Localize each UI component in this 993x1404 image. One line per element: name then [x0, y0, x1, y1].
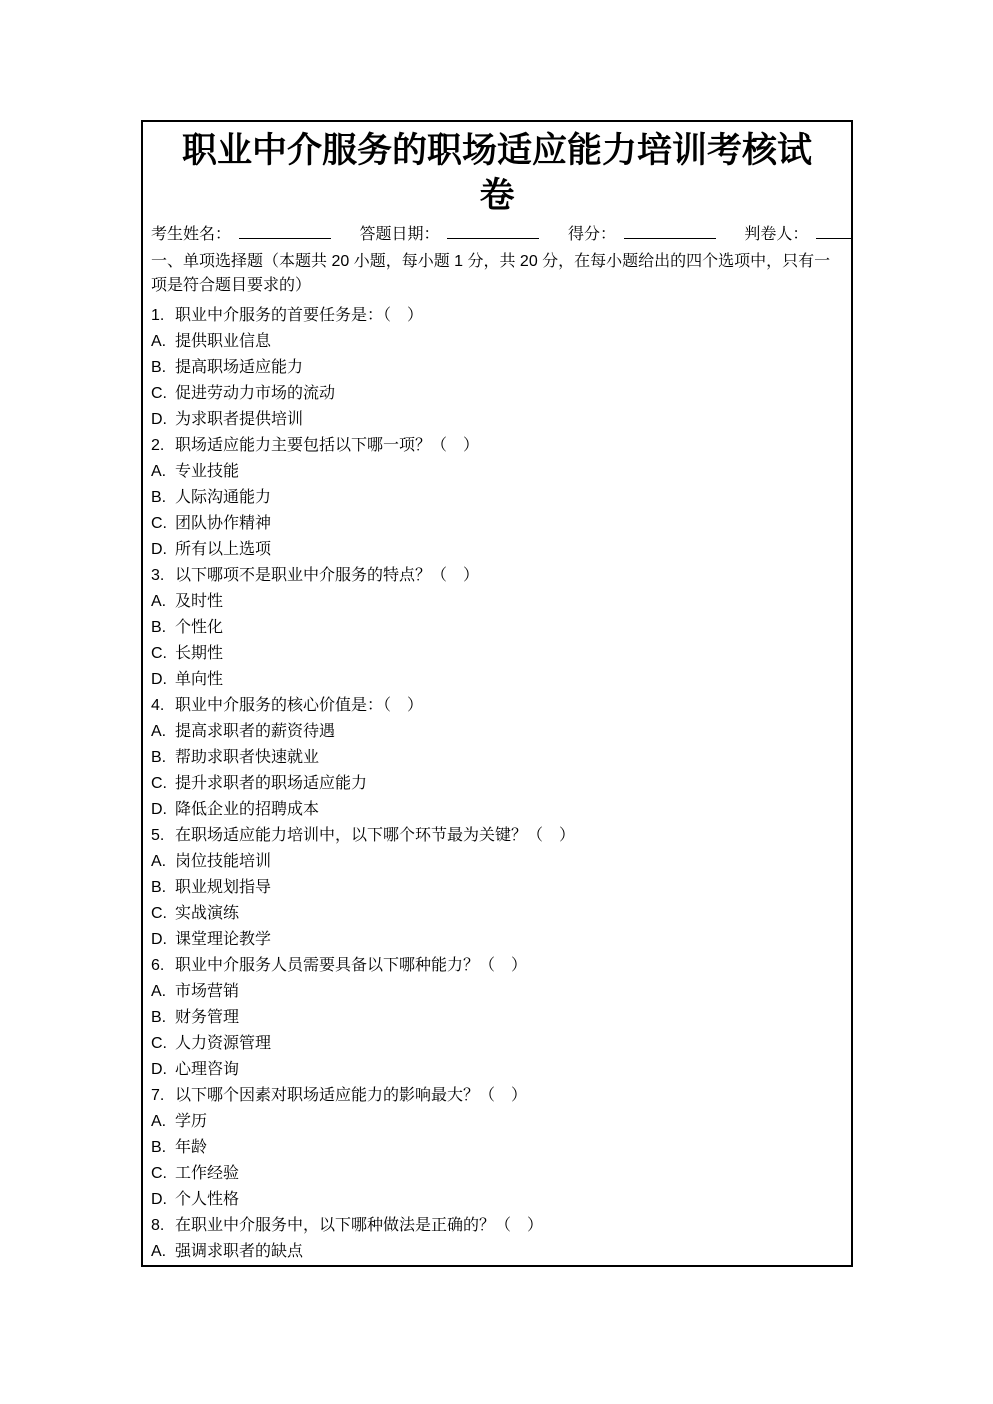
question-text: 以下哪项不是职业中介服务的特点？（ ）	[175, 567, 480, 584]
option-text: 市场营销	[175, 983, 240, 1000]
option-line	[151, 1161, 843, 1187]
option-letter: B.	[151, 489, 167, 506]
option-text: 岗位技能培训	[175, 853, 272, 870]
option-letter: B.	[151, 359, 167, 376]
option-text: 心理咨询	[175, 1061, 240, 1078]
option-line	[151, 1135, 843, 1161]
option-letter: C.	[151, 645, 167, 662]
question-options	[151, 329, 843, 433]
option-text: 专业技能	[175, 463, 240, 480]
option-line	[151, 719, 843, 745]
option-line	[151, 537, 843, 563]
option-line	[151, 511, 843, 537]
question-options	[151, 719, 843, 823]
option-letter: D.	[151, 1061, 167, 1078]
question-block	[151, 953, 843, 1083]
option-text: 长期性	[175, 645, 224, 662]
option-line	[151, 1031, 843, 1057]
option-text: 职业规划指导	[175, 879, 272, 896]
option-line	[151, 1057, 843, 1083]
option-letter: C.	[151, 1035, 167, 1052]
exam-header-fields	[151, 223, 843, 247]
question-block	[151, 693, 843, 823]
option-text: 人力资源管理	[175, 1035, 272, 1052]
option-letter: C.	[151, 385, 167, 402]
option-text: 强调求职者的缺点	[175, 1243, 304, 1260]
option-letter: D.	[151, 1191, 167, 1208]
option-line	[151, 849, 843, 875]
option-letter: B.	[151, 879, 167, 896]
question-number: 2.	[151, 437, 165, 454]
question-options	[151, 1109, 843, 1213]
header-field	[744, 223, 853, 247]
option-line	[151, 979, 843, 1005]
option-letter: A.	[151, 593, 167, 610]
section-heading: 一、单项选择题（本题共 20 小题，每小题 1 分，共 20 分，在每小题给出的四个选项中，只有一项是符合题目要求的）	[151, 253, 831, 294]
question-text: 职业中介服务的首要任务是：（ ）	[175, 307, 424, 324]
option-letter: B.	[151, 619, 167, 636]
option-line	[151, 459, 843, 485]
question-line	[151, 1213, 843, 1239]
question-block	[151, 1213, 843, 1265]
option-text: 个性化	[175, 619, 224, 636]
option-text: 工作经验	[175, 1165, 240, 1182]
option-text: 提高求职者的薪资待遇	[175, 723, 336, 740]
option-letter: B.	[151, 1139, 167, 1156]
option-text: 及时性	[175, 593, 224, 610]
header-field	[359, 223, 563, 247]
option-text: 帮助求职者快速就业	[175, 749, 320, 766]
option-letter: C.	[151, 905, 167, 922]
option-line	[151, 797, 843, 823]
option-letter: B.	[151, 749, 167, 766]
header-field-blank	[239, 223, 331, 239]
exam-sheet	[141, 120, 853, 1267]
option-text: 为求职者提供培训	[175, 411, 304, 428]
option-letter: B.	[151, 1009, 167, 1026]
option-line	[151, 485, 843, 511]
option-line	[151, 745, 843, 771]
option-text: 提供职业信息	[175, 333, 272, 350]
question-line	[151, 953, 843, 979]
question-line	[151, 823, 843, 849]
question-block	[151, 563, 843, 693]
question-block	[151, 823, 843, 953]
option-text: 促进劳动力市场的流动	[175, 385, 336, 402]
option-line	[151, 355, 843, 381]
question-number: 7.	[151, 1087, 165, 1104]
option-line	[151, 1005, 843, 1031]
option-line	[151, 875, 843, 901]
option-line	[151, 927, 843, 953]
question-line	[151, 563, 843, 589]
header-field-label: 考生姓名：	[151, 226, 232, 243]
option-line	[151, 641, 843, 667]
option-letter: D.	[151, 931, 167, 948]
option-letter: D.	[151, 541, 167, 558]
option-line	[151, 667, 843, 693]
header-field-blank	[447, 223, 539, 239]
header-field-label: 答题日期：	[359, 226, 440, 243]
option-letter: A.	[151, 463, 167, 480]
question-line	[151, 693, 843, 719]
option-text: 单向性	[175, 671, 224, 688]
header-field	[568, 223, 740, 247]
question-text: 以下哪个因素对职场适应能力的影响最大？（ ）	[175, 1087, 528, 1104]
option-line	[151, 381, 843, 407]
question-number: 4.	[151, 697, 165, 714]
option-letter: D.	[151, 801, 167, 818]
option-text: 团队协作精神	[175, 515, 272, 532]
option-text: 所有以上选项	[175, 541, 272, 558]
question-line	[151, 1083, 843, 1109]
option-line	[151, 1109, 843, 1135]
question-block	[151, 303, 843, 433]
question-text: 职业中介服务人员需要具备以下哪种能力？（ ）	[175, 957, 528, 974]
option-line	[151, 1187, 843, 1213]
exam-title: 职业中介服务的职场适应能力培训考核试卷	[181, 131, 812, 215]
header-field-blank	[624, 223, 716, 239]
option-text: 学历	[175, 1113, 208, 1130]
question-options	[151, 1239, 843, 1265]
question-text: 在职业中介服务中，以下哪种做法是正确的？（ ）	[175, 1217, 544, 1234]
option-letter: A.	[151, 723, 167, 740]
header-field-label: 判卷人：	[744, 226, 809, 243]
option-line	[151, 1239, 843, 1265]
question-block	[151, 1083, 843, 1213]
option-text: 年龄	[175, 1139, 208, 1156]
option-text: 提高职场适应能力	[175, 359, 304, 376]
option-letter: A.	[151, 1243, 167, 1260]
option-line	[151, 615, 843, 641]
option-line	[151, 771, 843, 797]
option-letter: A.	[151, 1113, 167, 1130]
option-letter: C.	[151, 1165, 167, 1182]
option-line	[151, 407, 843, 433]
option-letter: D.	[151, 411, 167, 428]
option-text: 个人性格	[175, 1191, 240, 1208]
header-field	[151, 223, 355, 247]
option-text: 财务管理	[175, 1009, 240, 1026]
question-options	[151, 849, 843, 953]
option-line	[151, 329, 843, 355]
option-letter: A.	[151, 983, 167, 1000]
option-text: 提升求职者的职场适应能力	[175, 775, 368, 792]
option-letter: A.	[151, 853, 167, 870]
question-text: 职场适应能力主要包括以下哪一项？（ ）	[175, 437, 480, 454]
question-number: 8.	[151, 1217, 165, 1234]
questions-list	[151, 303, 843, 1265]
question-block	[151, 433, 843, 563]
question-options	[151, 589, 843, 693]
option-letter: D.	[151, 671, 167, 688]
question-options	[151, 459, 843, 563]
option-text: 课堂理论教学	[175, 931, 272, 948]
option-letter: C.	[151, 775, 167, 792]
option-letter: A.	[151, 333, 167, 350]
question-text: 职业中介服务的核心价值是：（ ）	[175, 697, 424, 714]
header-field-blank	[816, 223, 853, 239]
question-number: 1.	[151, 307, 165, 324]
question-options	[151, 979, 843, 1083]
question-line	[151, 433, 843, 459]
header-field-label: 得分：	[567, 226, 616, 243]
question-number: 5.	[151, 827, 165, 844]
question-number: 6.	[151, 957, 165, 974]
option-text: 实战演练	[175, 905, 240, 922]
option-letter: C.	[151, 515, 167, 532]
question-line	[151, 303, 843, 329]
question-number: 3.	[151, 567, 165, 584]
option-text: 降低企业的招聘成本	[175, 801, 320, 818]
question-text: 在职场适应能力培训中，以下哪个环节最为关键？（ ）	[175, 827, 576, 844]
option-text: 人际沟通能力	[175, 489, 272, 506]
option-line	[151, 901, 843, 927]
option-line	[151, 589, 843, 615]
